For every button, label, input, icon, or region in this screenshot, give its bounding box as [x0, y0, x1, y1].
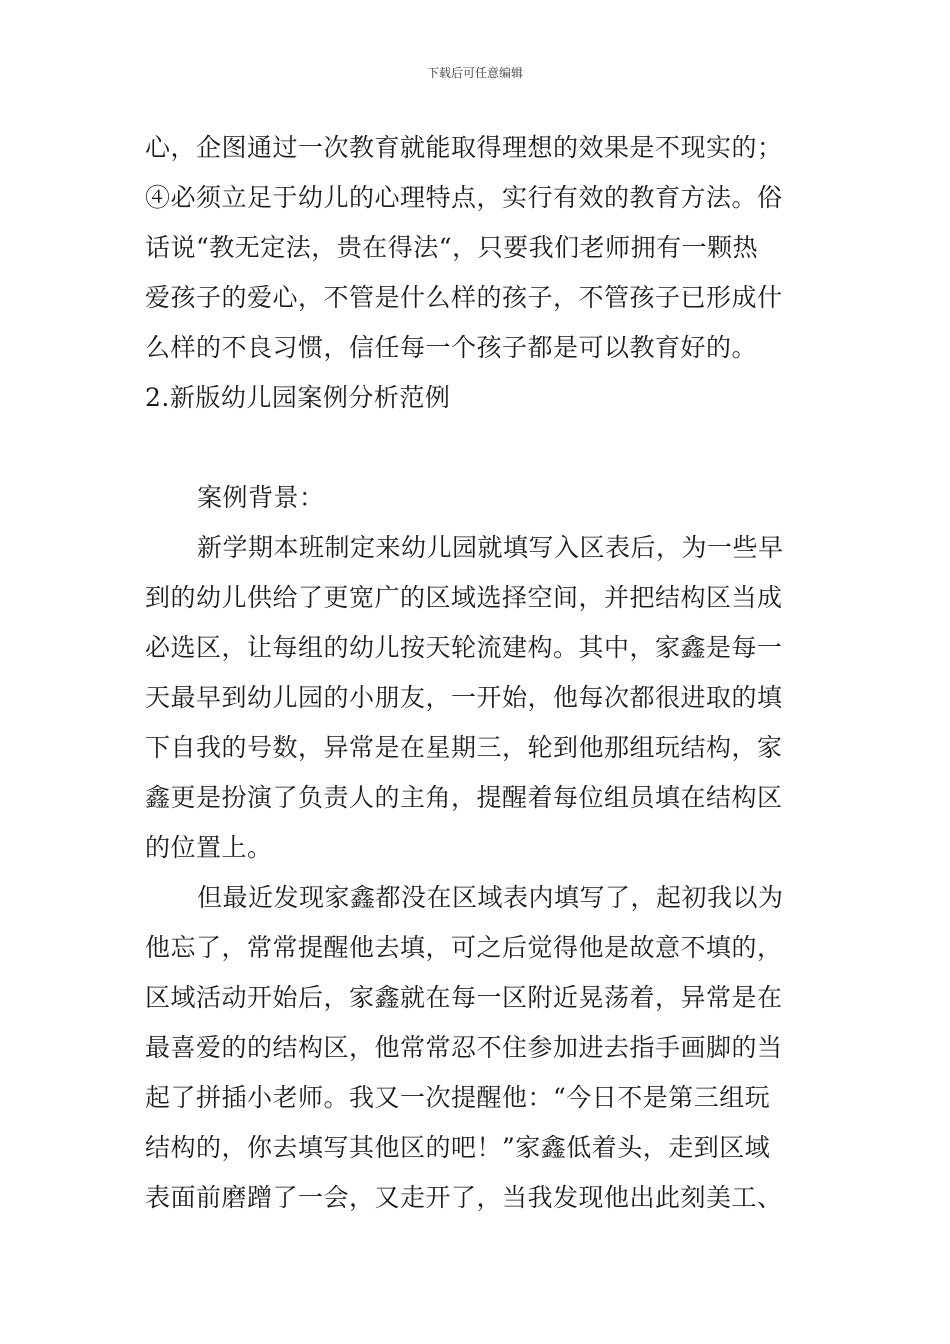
subheading: 案例背景：	[197, 483, 325, 512]
body-line: 区域活动开始后，家鑫就在每一区附近晃荡着，异常是在	[145, 983, 783, 1012]
body-line: 心，企图通过一次教育就能取得理想的效果是不现实的；	[145, 133, 783, 162]
body-line: ④必须立足于幼儿的心理特点，实行有效的教育方法。俗	[145, 183, 783, 212]
body-line: 话说“教无定法，贵在得法“，只要我们老师拥有一颗热	[145, 233, 759, 262]
body-line: 起了拼插小老师。我又一次提醒他：“今日不是第三组玩	[145, 1083, 771, 1112]
page-header: 下载后可任意编辑	[426, 66, 523, 80]
body-line: 必选区，让每组的幼儿按天轮流建构。其中，家鑫是每一	[145, 633, 783, 662]
paragraph-first-line: 但最近发现家鑫都没在区域表内填写了，起初我以为	[197, 883, 784, 912]
section-heading: 2.新版幼儿园案例分析范例	[145, 383, 451, 412]
body-line: 鑫更是扮演了负责人的主角，提醒着每位组员填在结构区	[145, 783, 783, 812]
body-line: 到的幼儿供给了更宽广的区域选择空间，并把结构区当成	[145, 583, 783, 612]
body-line: 结构的，你去填写其他区的吧！”家鑫低着头，走到区域	[145, 1133, 771, 1162]
body-line: 天最早到幼儿园的小朋友，一开始，他每次都很进取的填	[145, 683, 783, 712]
paragraph-first-line: 新学期本班制定来幼儿园就填写入区表后，为一些早	[197, 533, 784, 562]
body-line: 他忘了，常常提醒他去填，可之后觉得他是故意不填的，	[145, 933, 783, 962]
body-line: 么样的不良习惯，信任每一个孩子都是可以教育好的。	[145, 333, 758, 362]
body-line: 最喜爱的的结构区，他常常忍不住参加进去指手画脚的当	[145, 1033, 783, 1062]
body-line: 爱孩子的爱心，不管是什么样的孩子，不管孩子已形成什	[145, 283, 783, 312]
body-line: 下自我的号数，异常是在星期三，轮到他那组玩结构，家	[145, 733, 783, 762]
body-line: 的位置上。	[145, 833, 273, 862]
body-line: 表面前磨蹭了一会，又走开了，当我发现他出此刻美工、	[145, 1183, 783, 1212]
